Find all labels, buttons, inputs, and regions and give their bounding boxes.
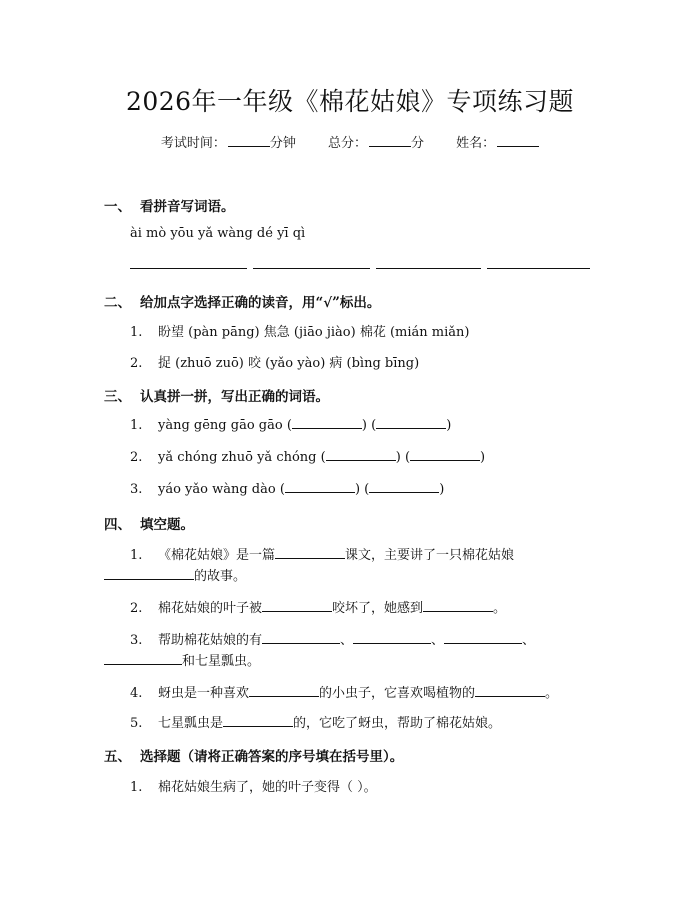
section-3-item-1: 1. yàng gēng gāo gāo ( ) ( ) (130, 418, 452, 433)
total-score: 总分： 分 (327, 136, 425, 151)
section-3-item-3: 3. yáo yǎo wàng dào ( ) ( ) (130, 482, 445, 497)
write-line-2[interactable] (253, 268, 370, 269)
fill-blank[interactable] (353, 631, 431, 644)
section-4-heading: 四、 填空题。 (104, 517, 194, 533)
page-title: 2026年一年级《棉花姑娘》专项练习题 (125, 87, 575, 116)
fill-blank[interactable] (223, 714, 293, 727)
fill-blank[interactable] (104, 567, 194, 580)
answer-blank[interactable] (376, 416, 446, 429)
section-1-pinyin: ài mò yōu yǎ wàng dé yī qì (130, 226, 306, 241)
section-1-heading: 一、 看拼音写词语。 (104, 199, 235, 215)
fill-question-3: 3. 帮助棉花姑娘的有 、 、 、 (130, 633, 536, 648)
answer-blank[interactable] (369, 480, 439, 493)
answer-blank[interactable] (285, 480, 355, 493)
fill-blank[interactable] (262, 599, 332, 612)
name-blank[interactable] (497, 135, 539, 147)
fill-blank[interactable] (444, 631, 522, 644)
section-5-heading: 五、 选择题（请将正确答案的序号填在括号里）。 (104, 749, 404, 765)
score-blank[interactable] (369, 135, 411, 147)
write-line-4[interactable] (487, 268, 590, 269)
section-2-item-2: 2. 捉 (zhuō zuō) 咬 (yǎo yào) 病 (bìng bīng) (130, 356, 420, 371)
fill-blank[interactable] (262, 631, 340, 644)
fill-blank[interactable] (475, 684, 545, 697)
choice-question-1: 1. 棉花姑娘生病了，她的叶子变得（ ）。 (130, 780, 377, 795)
fill-blank[interactable] (104, 652, 182, 665)
student-name: 姓名： (456, 136, 539, 151)
fill-blank[interactable] (275, 546, 345, 559)
fill-blank[interactable] (249, 684, 319, 697)
section-3-item-2: 2. yǎ chóng zhuō yǎ chóng ( ) ( ) (130, 450, 486, 465)
fill-question-2: 2. 棉花姑娘的叶子被 咬坏了，她感到 。 (130, 601, 507, 616)
fill-question-4: 4. 蚜虫是一种喜欢 的小虫子，它喜欢喝植物的 。 (130, 686, 559, 701)
time-blank[interactable] (228, 135, 270, 147)
fill-blank[interactable] (423, 599, 493, 612)
fill-question-5: 5. 七星瓢虫是 的，它吃了蚜虫，帮助了棉花姑娘。 (130, 716, 502, 731)
answer-blank[interactable] (410, 448, 480, 461)
exam-info (0, 132, 700, 151)
section-3-heading: 三、 认真拼一拼，写出正确的词语。 (104, 389, 329, 405)
write-line-1[interactable] (130, 268, 247, 269)
write-line-3[interactable] (376, 268, 481, 269)
section-2-heading: 二、 给加点字选择正确的读音，用“√”标出。 (104, 295, 381, 311)
answer-blank[interactable] (292, 416, 362, 429)
fill-question-1: 1. 《棉花姑娘》是一篇 课文，主要讲了一只棉花姑娘 (130, 548, 515, 563)
fill-question-1-cont: 的故事。 (104, 565, 246, 584)
answer-blank[interactable] (326, 448, 396, 461)
exam-time: 考试时间： 分钟 (160, 136, 296, 151)
section-2-item-1: 1. 盼望 (pàn pāng) 焦急 (jiāo jiào) 棉花 (mián miǎn) (130, 325, 470, 340)
fill-question-3-cont: 和七星瓢虫。 (104, 650, 260, 669)
